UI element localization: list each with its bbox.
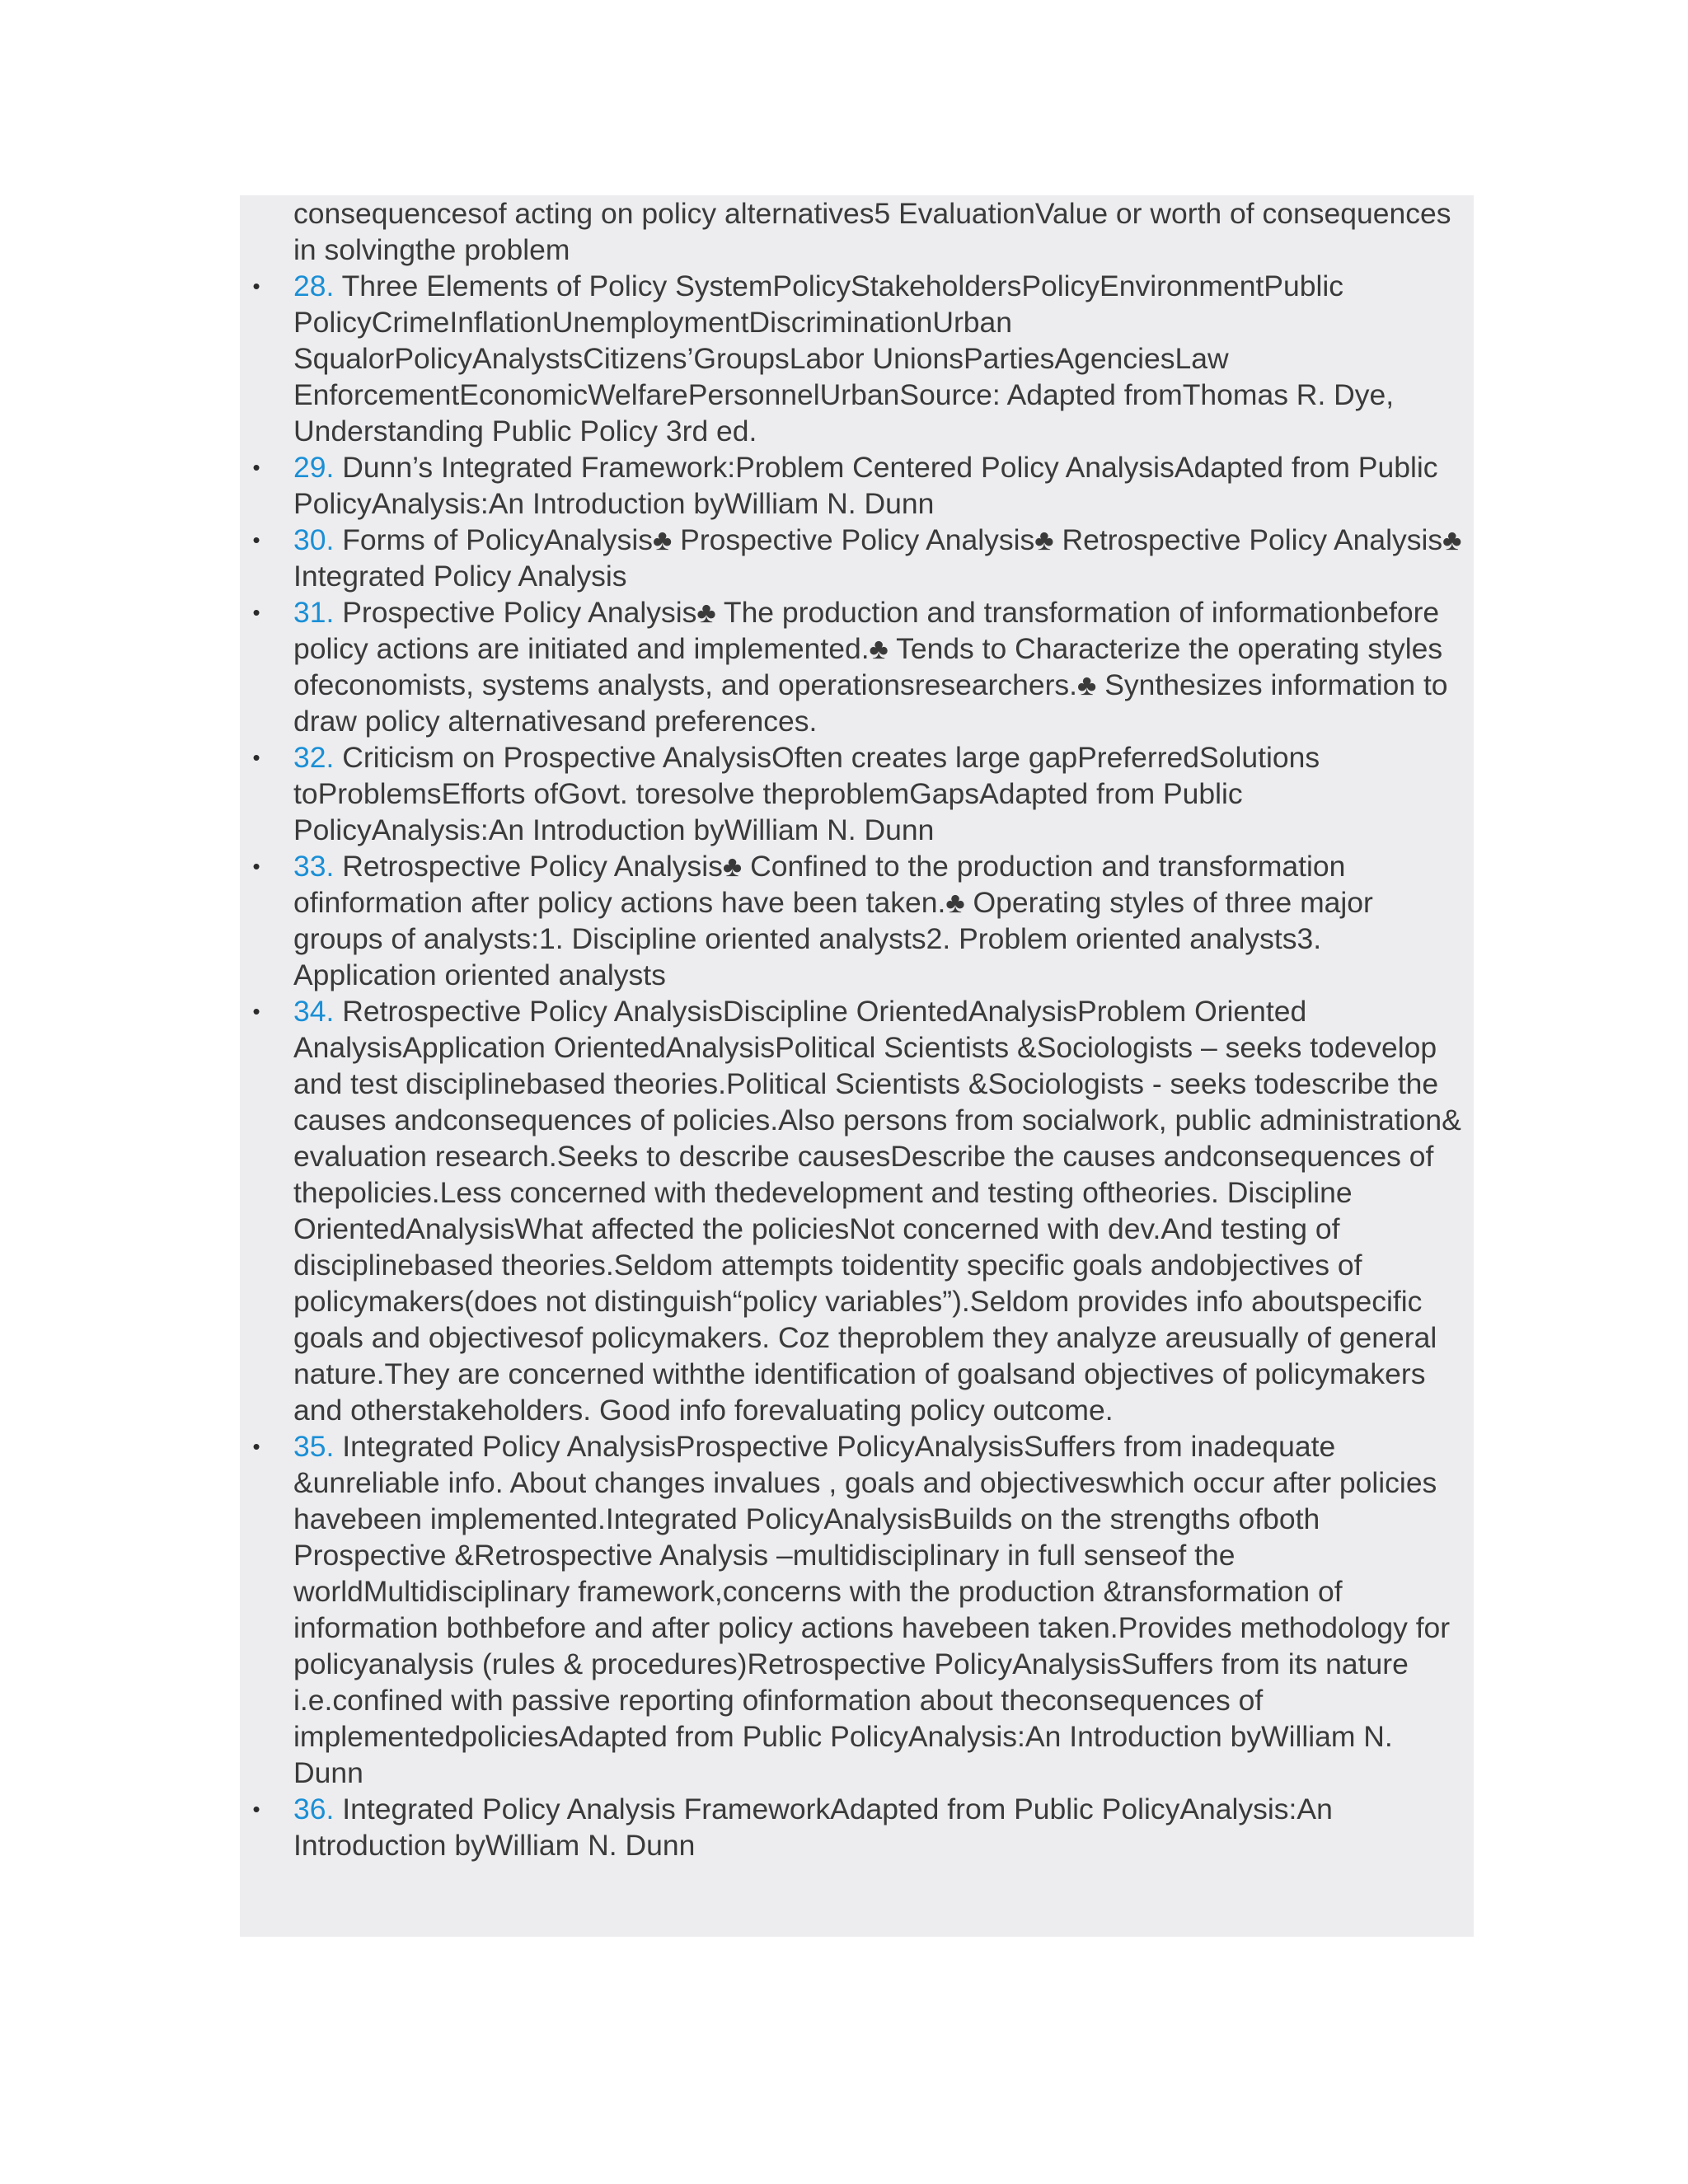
item-number-link[interactable]: 33.	[293, 850, 335, 883]
bullet-icon: •	[252, 1434, 260, 1459]
item-text: Prospective Policy Analysis♣ The production and transformation of informationbefore policy actions are initiated and implemented.♣ Tends to Characterize the operating styles ofeconomists, systems analysts, and operationsresearchers.♣ Synthesizes information to draw policy alternativesand preferences.	[293, 596, 1448, 738]
bullet-icon: •	[252, 745, 260, 770]
bullet-icon: •	[252, 999, 260, 1024]
list-item	[240, 1428, 1474, 1791]
item-number-link[interactable]: 32.	[293, 741, 335, 774]
item-text: Forms of PolicyAnalysis♣ Prospective Policy Analysis♣ Retrospective Policy Analysis♣ Integrated Policy Analysis	[293, 523, 1462, 593]
item-number-link[interactable]: 29.	[293, 451, 335, 484]
bullet-icon: •	[252, 600, 260, 625]
item-text: Dunn’s Integrated Framework:Problem Centered Policy AnalysisAdapted from Public PolicyAnalysis:An Introduction byWilliam N. Dunn	[293, 451, 1438, 520]
item-text: Integrated Policy Analysis FrameworkAdapted from Public PolicyAnalysis:An Introduction byWilliam N. Dunn	[293, 1793, 1333, 1862]
document-content-panel	[240, 195, 1474, 1937]
intro-paragraph: consequencesof acting on policy alternatives5 EvaluationValue or worth of consequences in solvingthe problem	[293, 197, 1451, 266]
item-text: Retrospective Policy Analysis♣ Confined to the production and transformation ofinformation after policy actions have been taken.♣ Operating styles of three major groups of analysts:1. Discipline oriented analysts2. Problem oriented analysts3. Application oriented analysts	[293, 850, 1373, 991]
list-item	[240, 993, 1474, 1428]
slide-list	[240, 268, 1474, 1863]
bullet-icon: •	[252, 1797, 260, 1821]
bullet-icon: •	[252, 274, 260, 298]
bullet-icon: •	[252, 527, 260, 552]
list-item	[240, 522, 1474, 594]
list-item	[240, 268, 1474, 449]
item-text: Three Elements of Policy SystemPolicyStakeholdersPolicyEnvironmentPublic PolicyCrimeInflationUnemploymentDiscriminationUrban SqualorPolicyAnalystsCitizens’GroupsLabor UnionsPartiesAgenciesLaw EnforcementEconomicWelfarePersonnelUrbanSource: Adapted fromThomas R. Dye, Understanding Public Policy 3rd ed.	[293, 269, 1395, 448]
item-number-link[interactable]: 36.	[293, 1793, 335, 1825]
list-item	[240, 848, 1474, 993]
list-item	[240, 449, 1474, 522]
item-number-link[interactable]: 35.	[293, 1430, 335, 1463]
list-item	[240, 739, 1474, 848]
item-text: Integrated Policy AnalysisProspective PolicyAnalysisSuffers from inadequate &unreliable info. About changes invalues , goals and objectiveswhich occur after policies havebeen implemented.Integrated PolicyAnalysisBuilds on the strengths ofboth Prospective &Retrospective Analysis –multidisciplinary in full senseof the worldMultidisciplinary framework,concerns with the production &transformation of information bothbefore and after policy actions havebeen taken.Provides methodology for policyanalysis (rules & procedures)Retrospective PolicyAnalysisSuffers from its nature i.e.confined with passive reporting ofinformation about theconsequences of implementedpoliciesAdapted from Public PolicyAnalysis:An Introduction byWilliam N. Dunn	[293, 1430, 1451, 1789]
item-number-link[interactable]: 34.	[293, 995, 335, 1028]
item-number-link[interactable]: 28.	[293, 269, 335, 302]
list-item	[240, 594, 1474, 739]
list-item	[240, 1791, 1474, 1863]
item-text: Retrospective Policy AnalysisDiscipline OrientedAnalysisProblem Oriented AnalysisApplication OrientedAnalysisPolitical Scientists &Sociologists – seeks todevelop and test disciplinebased theories.Political Scientists &Sociologists - seeks todescribe the causes andconsequences of policies.Also persons from socialwork, public administration& evaluation research.Seeks to describe causesDescribe the causes andconsequences of thepolicies.Less concerned with thedevelopment and testing oftheories. Discipline OrientedAnalysisWhat affected the policiesNot concerned with dev.And testing of disciplinebased theories.Seldom attempts toidentity specific goals andobjectives of policymakers(does not distinguish“policy variables”).Seldom provides info aboutspecific goals and objectivesof policymakers. Coz theproblem they analyze areusually of general nature.They are concerned withthe identification of goalsand objectives of policymakers and otherstakeholders. Good info forevaluating policy outcome.	[293, 995, 1461, 1427]
item-number-link[interactable]: 30.	[293, 523, 335, 556]
bullet-icon: •	[252, 455, 260, 480]
bullet-icon: •	[252, 854, 260, 879]
item-text: Criticism on Prospective AnalysisOften creates large gapPreferredSolutions toProblemsEfforts ofGovt. toresolve theproblemGapsAdapted from Public PolicyAnalysis:An Introduction byWilliam N. Dunn	[293, 741, 1320, 846]
item-number-link[interactable]: 31.	[293, 596, 335, 629]
